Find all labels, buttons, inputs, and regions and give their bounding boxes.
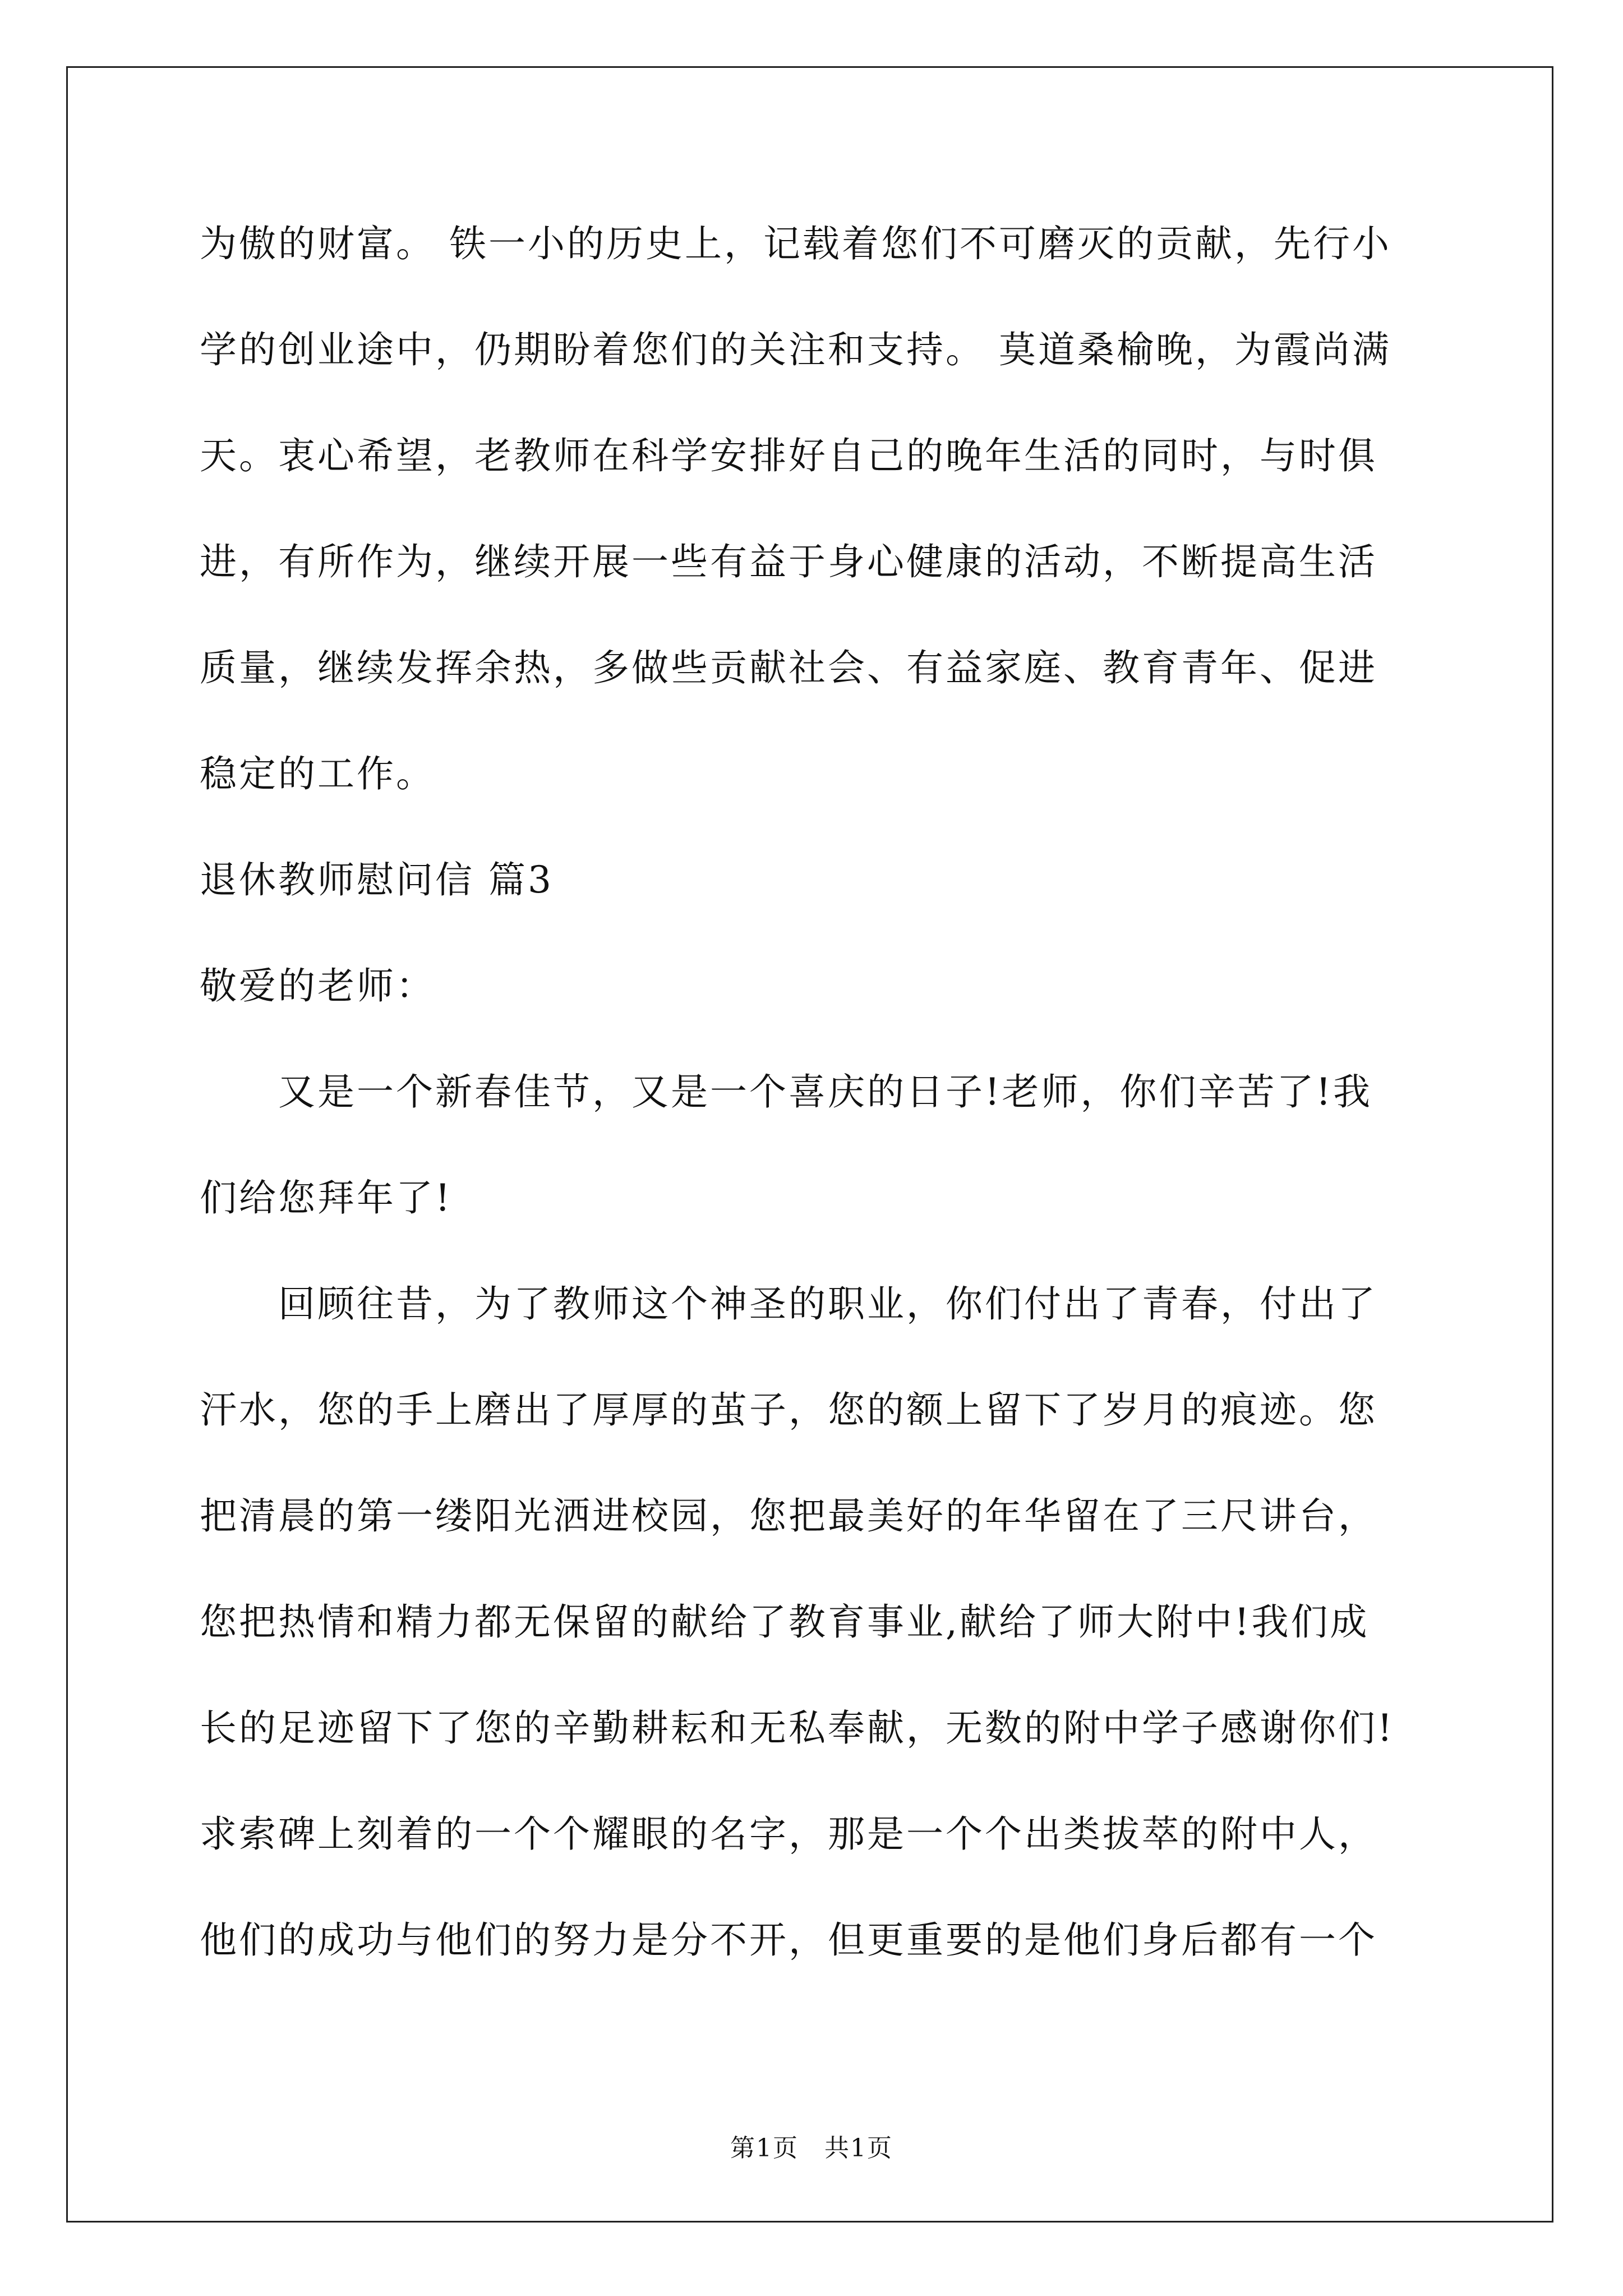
text-line: 您把热情和精力都无保留的献给了教育事业,献给了师大附中!我们成 [200,1600,1370,1644]
text-line: 求索碑上刻着的一个个耀眼的名字，那是一个个出类拔萃的附中人， [200,1812,1377,1856]
text-line: 质量，继续发挥余热，多做些贡献社会、有益家庭、教育青年、促进 [200,646,1377,689]
text-line: 他们的成功与他们的努力是分不开，但更重要的是他们身后都有一个 [200,1918,1377,1962]
section-heading: 退休教师慰问信 篇3 [200,858,554,901]
text-line: 回顾往昔，为了教师这个神圣的职业，你们付出了青春，付出了 [200,1282,1377,1326]
text-line: 汗水，您的手上磨出了厚厚的茧子，您的额上留下了岁月的痕迹。您 [200,1388,1377,1432]
text-line: 把清晨的第一缕阳光洒进校园，您把最美好的年华留在了三尺讲台， [200,1494,1377,1538]
text-line: 们给您拜年了! [200,1176,453,1220]
text-line: 天。衷心希望，老教师在科学安排好自己的晚年生活的同时，与时俱 [200,434,1377,477]
page-footer: 第1页 共1页 [730,2134,893,2162]
text-line: 长的足迹留下了您的辛勤耕耘和无私奉献，无数的附中学子感谢你们! [200,1706,1395,1750]
text-line: 又是一个新春佳节，又是一个喜庆的日子!老师，你们辛苦了!我 [200,1070,1373,1114]
salutation: 敬爱的老师： [200,964,435,1007]
text-line: 为傲的财富。 铁一小的历史上，记载着您们不可磨灭的贡献，先行小 [200,222,1391,265]
text-line: 进，有所作为，继续开展一些有益于身心健康的活动，不断提高生活 [200,540,1377,583]
page-border [66,66,1553,2223]
text-line: 学的创业途中，仍期盼着您们的关注和支持。 莫道桑榆晚，为霞尚满 [200,328,1391,371]
text-line: 稳定的工作。 [200,752,435,795]
